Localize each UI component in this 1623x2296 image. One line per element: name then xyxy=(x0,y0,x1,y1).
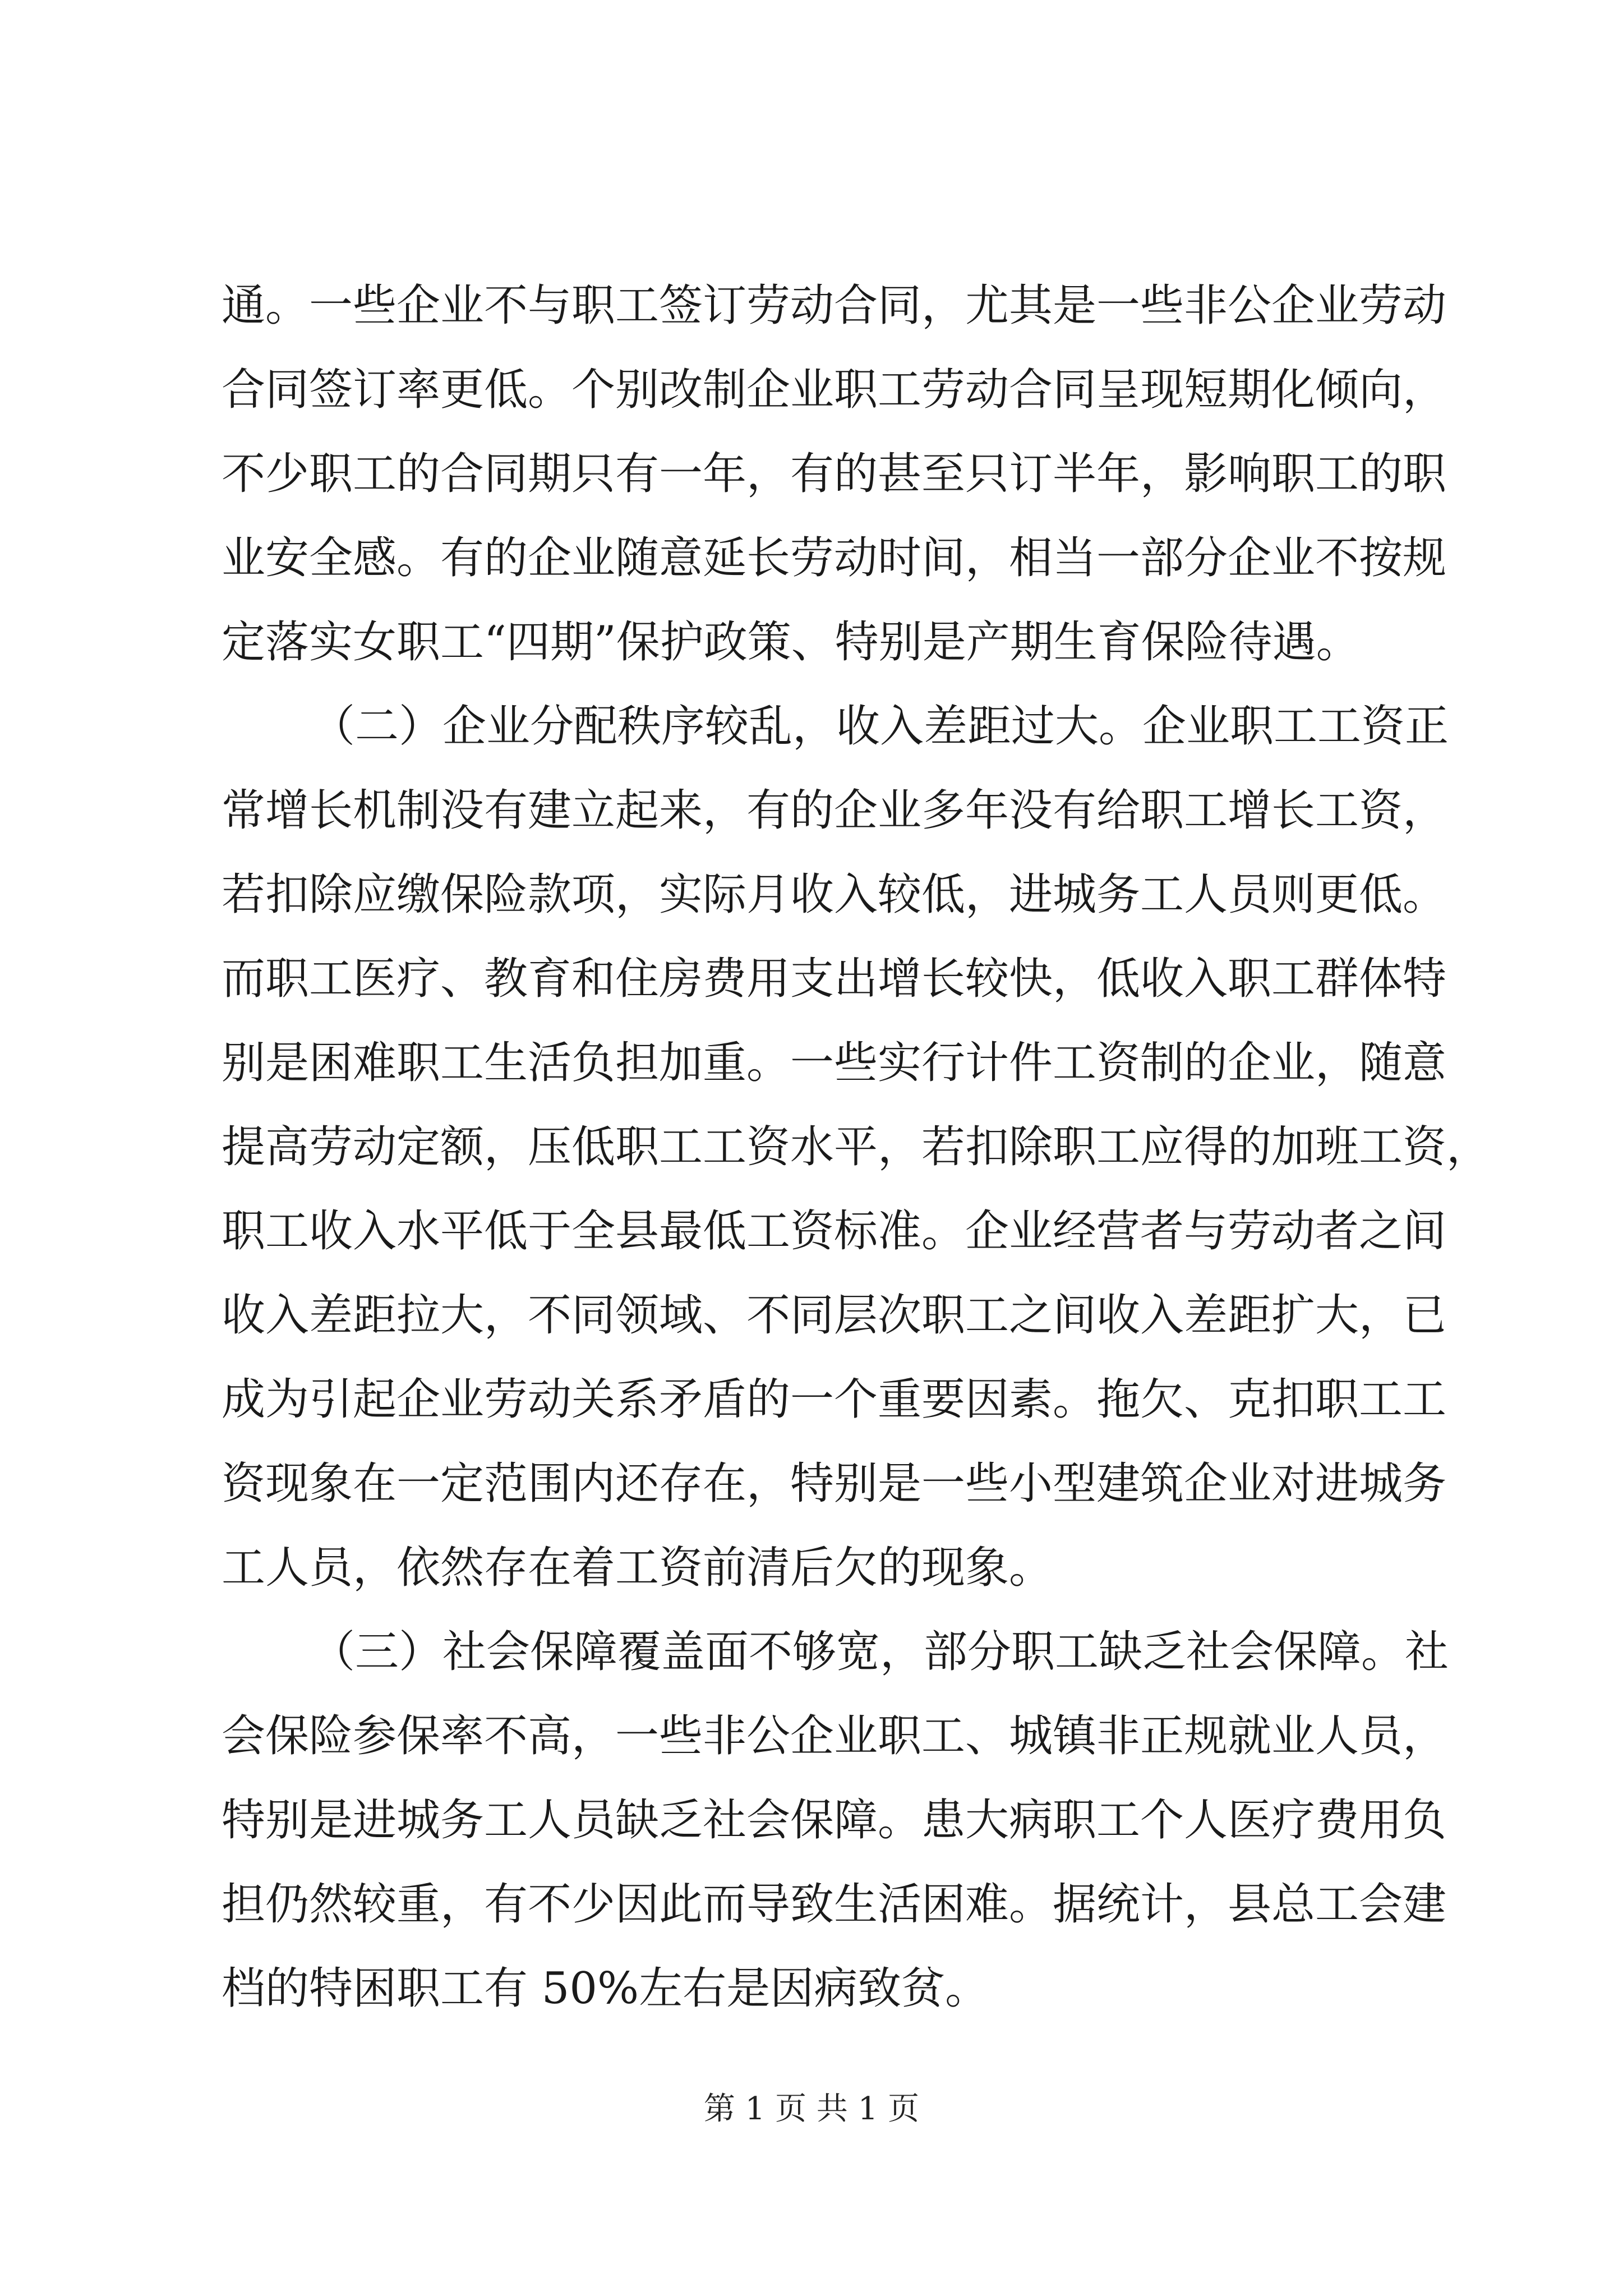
text-line: 工人员，依然存在着工资前清后欠的现象。 xyxy=(222,1543,1053,1593)
page-footer: 第 1 页 共 1 页 xyxy=(703,2091,920,2127)
text-line: 别是困难职工生活负担加重。一些实行计件工资制的企业，随意 xyxy=(222,1038,1447,1088)
text-line: 资现象在一定范围内还存在，特别是一些小型建筑企业对进城务 xyxy=(222,1458,1447,1509)
text-line: 业安全感。有的企业随意延长劳动时间，相当一部分企业不按规 xyxy=(222,533,1447,583)
text-line: 收入差距拉大，不同领域、不同层次职工之间收入差距扩大，已 xyxy=(222,1290,1447,1341)
text-line: 担仍然较重，有不少因此而导致生活困难。据统计，县总工会建 xyxy=(222,1879,1447,1930)
section-heading-line: （二）企业分配秩序较乱，收入差距过大。企业职工工资正 xyxy=(311,701,1449,752)
text-line: 定落实女职工“四期”保护政策、特别是产期生育保险待遇。 xyxy=(222,617,1360,668)
section-heading-line: （三）社会保障覆盖面不够宽，部分职工缺乏社会保障。社 xyxy=(311,1627,1449,1677)
text-line: 档的特困职工有 50%左右是因病致贫。 xyxy=(222,1963,989,2014)
text-line: 通。一些企业不与职工签订劳动合同，尤其是一些非公企业劳动 xyxy=(222,280,1447,331)
text-line: 提高劳动定额，压低职工工资水平，若扣除职工应得的加班工资， xyxy=(222,1122,1491,1172)
text-line: 若扣除应缴保险款项，实际月收入较低，进城务工人员则更低。 xyxy=(222,869,1447,920)
text-line: 不少职工的合同期只有一年，有的甚至只订半年，影响职工的职 xyxy=(222,449,1447,499)
text-line: 职工收入水平低于全县最低工资标准。企业经营者与劳动者之间 xyxy=(222,1206,1447,1257)
text-line: 合同签订率更低。个别改制企业职工劳动合同呈现短期化倾向， xyxy=(222,365,1447,415)
text-line: 特别是进城务工人员缺乏社会保障。患大病职工个人医疗费用负 xyxy=(222,1795,1447,1846)
text-line: 会保险参保率不高，一些非公企业职工、城镇非正规就业人员， xyxy=(222,1711,1447,1761)
text-line: 常增长机制没有建立起来，有的企业多年没有给职工增长工资， xyxy=(222,785,1447,836)
text-line: 而职工医疗、教育和住房费用支出增长较快，低收入职工群体特 xyxy=(222,954,1447,1004)
text-line: 成为引起企业劳动关系矛盾的一个重要因素。拖欠、克扣职工工 xyxy=(222,1374,1447,1425)
